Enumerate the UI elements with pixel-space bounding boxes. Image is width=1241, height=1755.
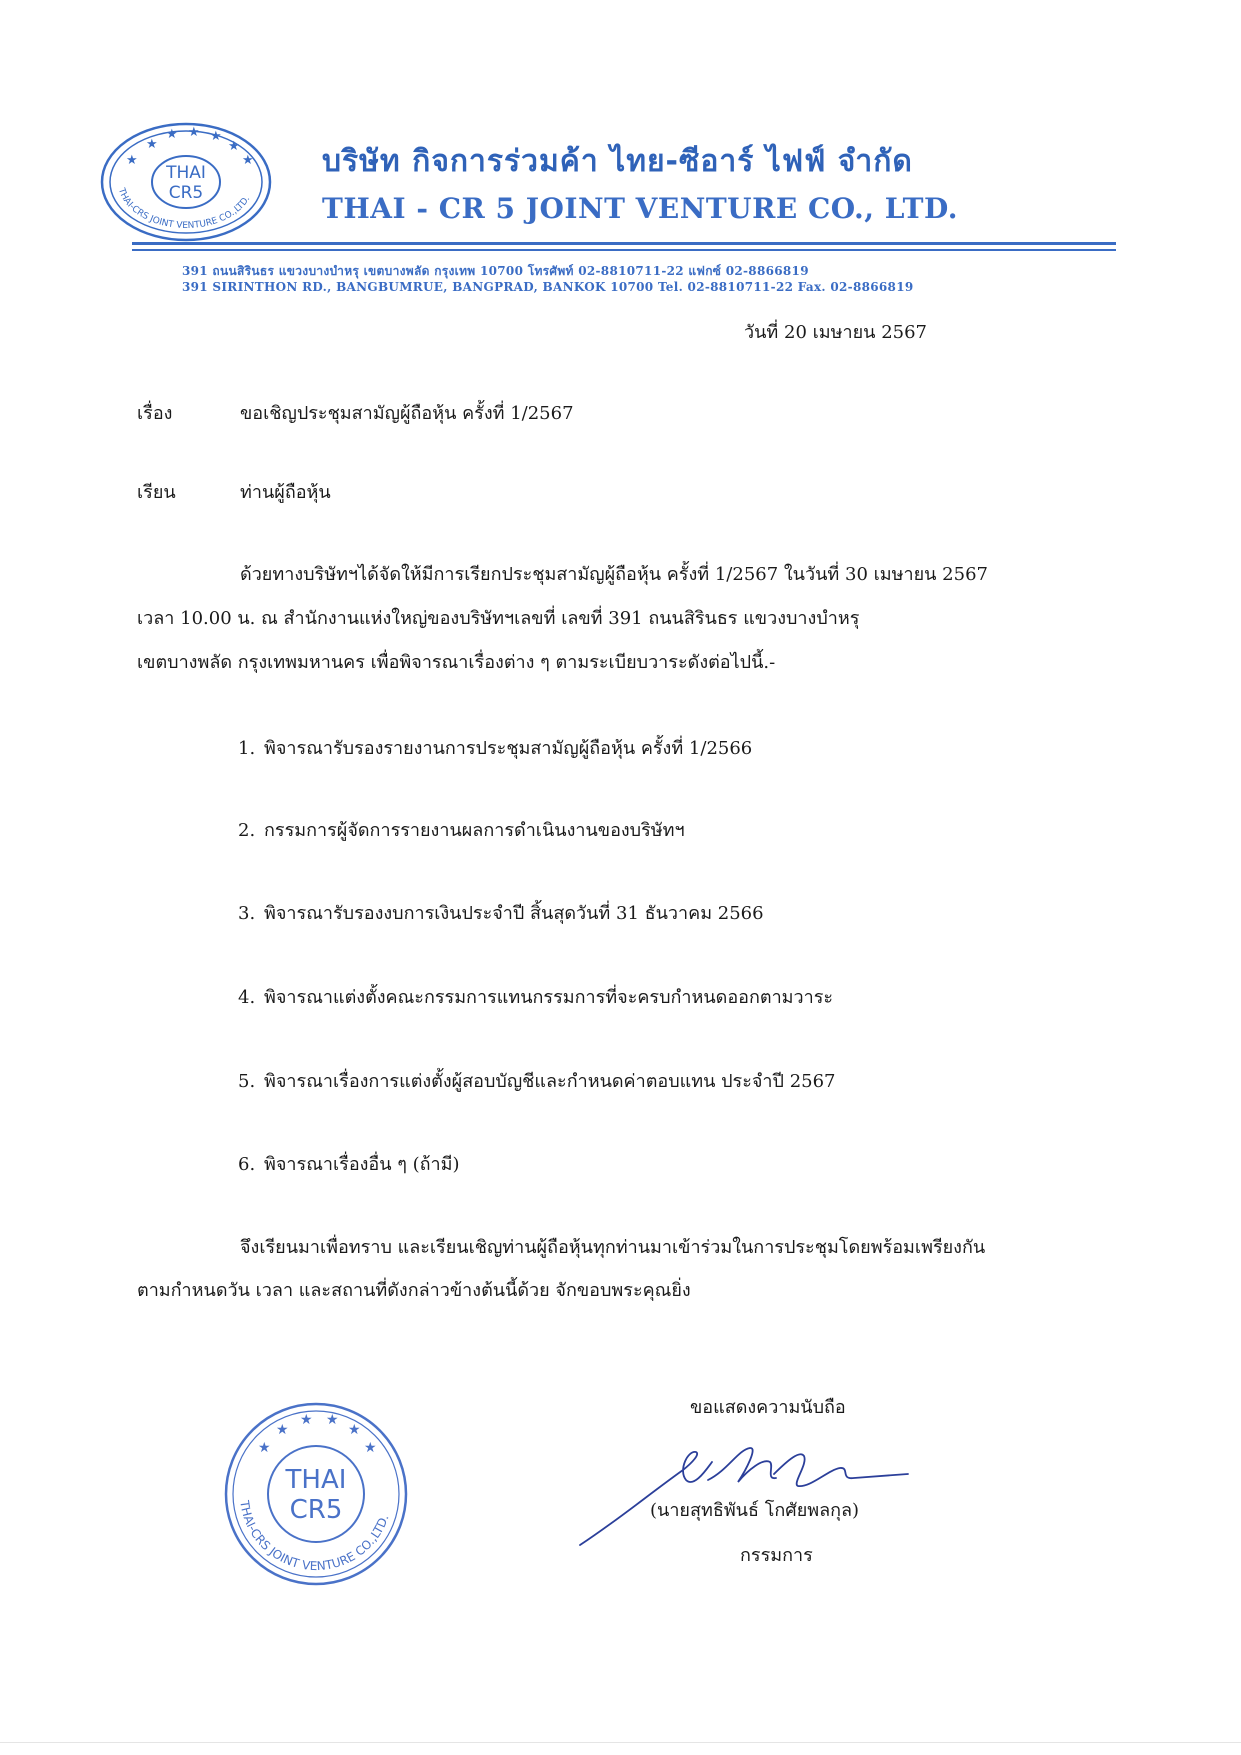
agenda-text: พิจารณารับรองงบการเงินประจำปี สิ้นสุดวันที่ 31 ธันวาคม 2566 xyxy=(264,903,764,924)
company-name-english: THAI - CR 5 JOINT VENTURE CO., LTD. xyxy=(322,192,959,225)
agenda-item xyxy=(238,1154,460,1176)
svg-text:★: ★ xyxy=(242,153,254,168)
agenda-text: พิจารณารับรองรายงานการประชุมสามัญผู้ถือหุ้น ครั้งที่ 1/2566 xyxy=(264,738,753,759)
intro-paragraph-line: ด้วยทางบริษัทฯได้จัดให้มีการเรียกประชุมสามัญผู้ถือหุ้น ครั้งที่ 1/2567 ในวันที่ 30 เมษายน 2567 xyxy=(240,564,988,585)
agenda-item xyxy=(238,1071,836,1093)
letter-date: วันที่ 20 เมษายน 2567 xyxy=(744,322,927,343)
seal-text-top: THAI xyxy=(285,1465,347,1495)
agenda-text: พิจารณาเรื่องการแต่งตั้งผู้สอบบัญชีและกำหนดค่าตอบแทน ประจำปี 2567 xyxy=(264,1071,836,1092)
agenda-text: กรรมการผู้จัดการรายงานผลการดำเนินงานของบริษัทฯ xyxy=(264,820,685,841)
agenda-number: 4. xyxy=(238,987,256,1008)
company-seal-stamp xyxy=(222,1400,410,1588)
agenda-item xyxy=(238,987,833,1009)
recipient-text: ท่านผู้ถือหุ้น xyxy=(240,482,331,503)
svg-text:★: ★ xyxy=(126,153,138,168)
svg-text:★: ★ xyxy=(166,127,178,142)
handwritten-signature xyxy=(578,1440,918,1550)
letterhead-rule xyxy=(132,242,1116,245)
agenda-number: 6. xyxy=(238,1154,256,1175)
letterhead-rule-thin xyxy=(132,249,1116,251)
seal-ring-text: THAI-CRS JOINT VENTURE CO.,LTD. xyxy=(237,1499,392,1574)
svg-text:★: ★ xyxy=(326,1412,339,1428)
signer-position: กรรมการ xyxy=(740,1545,813,1566)
svg-text:★: ★ xyxy=(188,125,200,140)
signer-name: (นายสุทธิพันธ์ โกศัยพลกุล) xyxy=(650,1500,860,1521)
agenda-item xyxy=(238,903,764,925)
agenda-number: 1. xyxy=(238,738,256,759)
svg-text:★: ★ xyxy=(228,139,240,154)
subject-label: เรื่อง xyxy=(137,403,173,424)
closing-phrase: ขอแสดงความนับถือ xyxy=(690,1397,846,1418)
logo-text-bottom: CR5 xyxy=(168,183,204,203)
company-logo xyxy=(96,120,292,244)
agenda-number: 3. xyxy=(238,903,256,924)
svg-text:★: ★ xyxy=(210,129,222,144)
svg-text:★: ★ xyxy=(364,1440,377,1456)
recipient-label: เรียน xyxy=(137,482,176,503)
svg-text:★: ★ xyxy=(258,1440,271,1456)
svg-text:★: ★ xyxy=(348,1422,361,1438)
company-name-thai: บริษัท กิจการร่วมค้า ไทย-ซีอาร์ ไฟฟ์ จำกัด xyxy=(322,144,913,179)
conclusion-line: ตามกำหนดวัน เวลา และสถานที่ดังกล่าวข้างต้นนี้ด้วย จักขอบพระคุณยิ่ง xyxy=(137,1280,691,1301)
agenda-text: พิจารณาแต่งตั้งคณะกรรมการแทนกรรมการที่จะครบกำหนดออกตามวาระ xyxy=(264,987,834,1008)
agenda-item xyxy=(238,820,685,842)
agenda-text: พิจารณาเรื่องอื่น ๆ (ถ้ามี) xyxy=(264,1154,460,1175)
logo-text-top: THAI xyxy=(166,163,206,183)
page-bottom-edge xyxy=(0,1742,1241,1743)
svg-text:★: ★ xyxy=(300,1412,313,1428)
agenda-number: 5. xyxy=(238,1071,256,1092)
intro-paragraph-line: เขตบางพลัด กรุงเทพมหานคร เพื่อพิจารณาเรื่องต่าง ๆ ตามระเบียบวาระดังต่อไปนี้.- xyxy=(137,652,776,673)
seal-text-bottom: CR5 xyxy=(289,1495,343,1525)
address-english: 391 SIRINTHON RD., BANGBUMRUE, BANGPRAD, BANKOK 10700 Tel. 02-8810711-22 Fax. 02-8866819 xyxy=(182,280,914,294)
agenda-number: 2. xyxy=(238,820,256,841)
svg-text:★: ★ xyxy=(276,1422,289,1438)
svg-text:★: ★ xyxy=(146,137,158,152)
conclusion-line: จึงเรียนมาเพื่อทราบ และเรียนเชิญท่านผู้ถือหุ้นทุกท่านมาเข้าร่วมในการประชุมโดยพร้อมเพรียงกัน xyxy=(240,1237,986,1258)
address-thai: 391 ถนนสิรินธร แขวงบางบำหรุ เขตบางพลัด กรุงเทพ 10700 โทรศัพท์ 02-8810711-22 แฟกซ์ 02-8866819 xyxy=(182,264,809,278)
subject-text: ขอเชิญประชุมสามัญผู้ถือหุ้น ครั้งที่ 1/2567 xyxy=(240,403,574,424)
agenda-item xyxy=(238,738,752,760)
intro-paragraph-line: เวลา 10.00 น. ณ สำนักงานแห่งใหญ่ของบริษัทฯเลขที่ เลขที่ 391 ถนนสิรินธร แขวงบางบำหรุ xyxy=(137,608,860,629)
logo-ring-text: THAI-CRS JOINT VENTURE CO.,LTD. xyxy=(115,187,253,232)
